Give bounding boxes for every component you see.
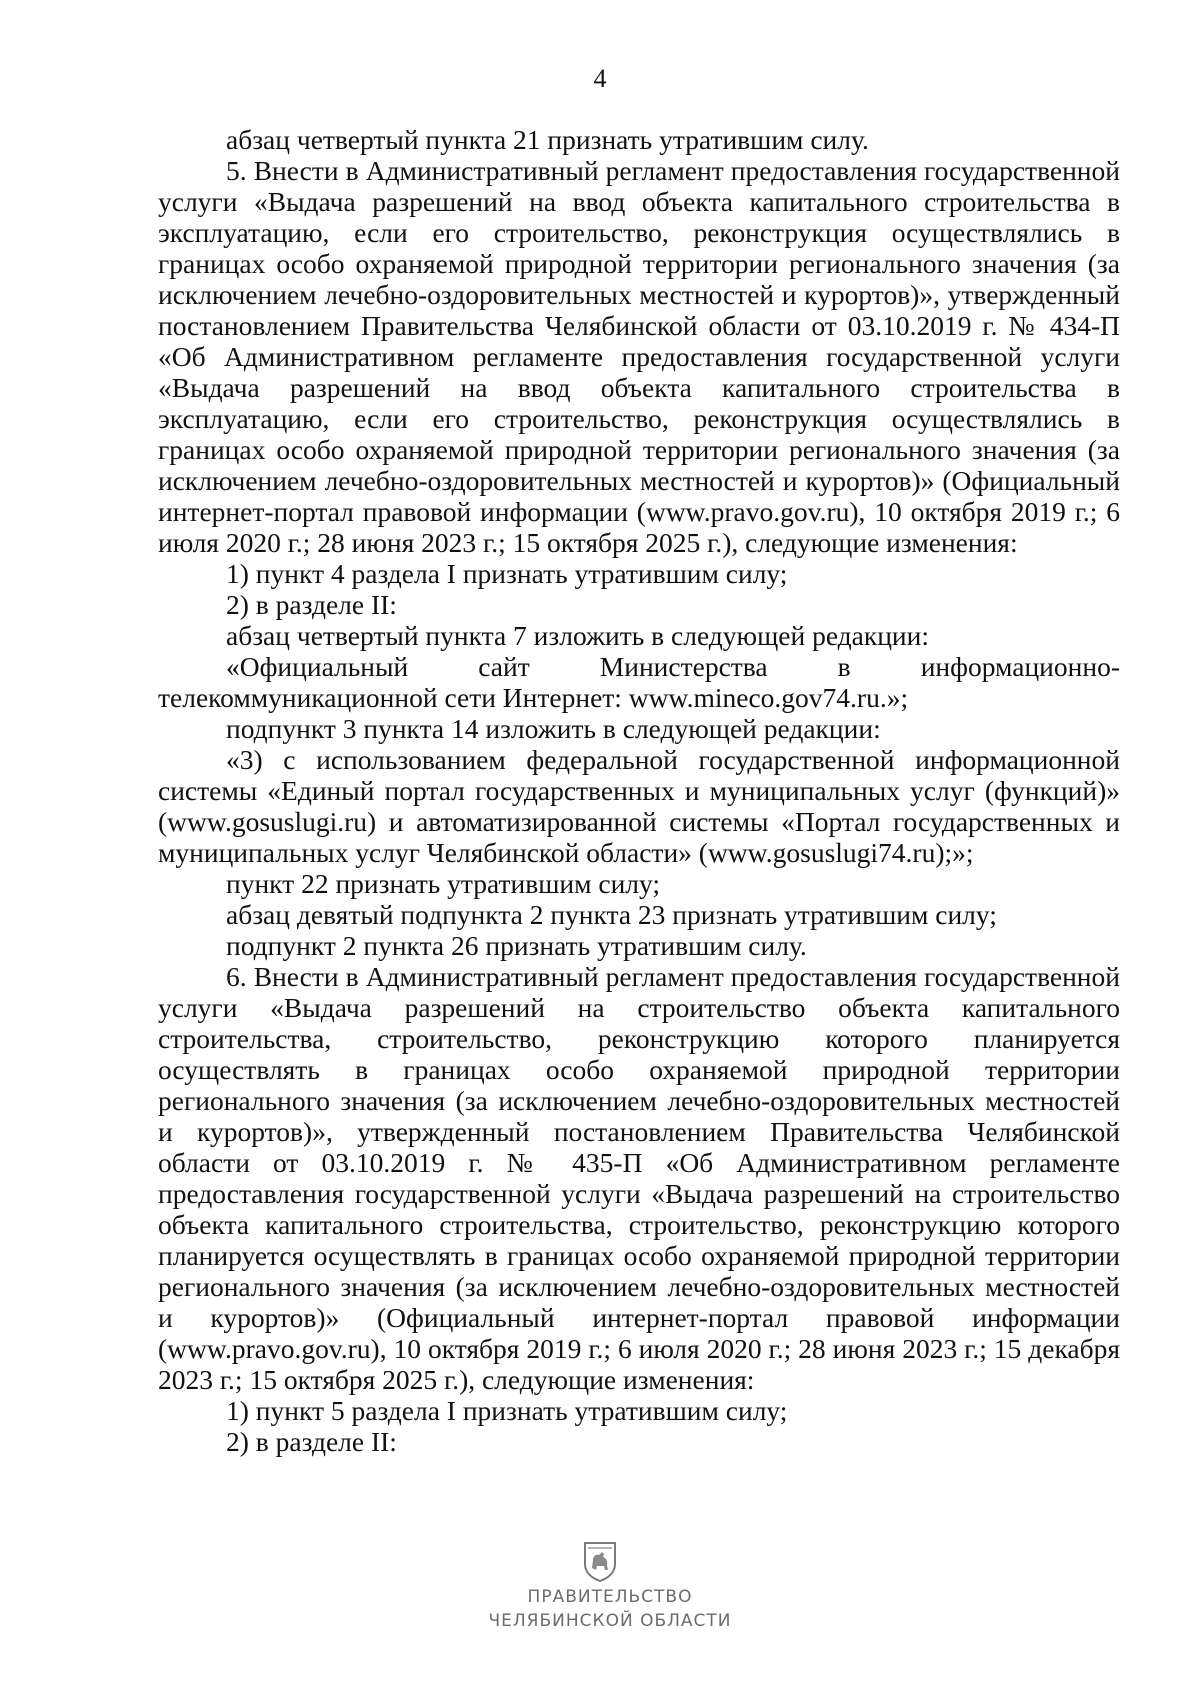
paragraph-7: подпункт 3 пункта 14 изложить в следующей редакции: — [226, 713, 881, 744]
paragraph-8: «3) с использованием федеральной государственной информационной системы «Единый портал государственных и муниципальных услуг (функций)» (www.gosuslugi.ru) и автоматизированной системы «Портал государственных и муниципальных услуг Челябинской области» (www.gosuslugi74.ru);»; — [158, 744, 1120, 868]
coat-of-arms-icon — [582, 1540, 618, 1582]
paragraph-1: абзац четвертый пункта 21 признать утратившим силу. — [226, 124, 869, 155]
document-body — [158, 124, 1120, 1457]
paragraph-11: подпункт 2 пункта 26 признать утратившим силу. — [226, 930, 807, 961]
paragraph-6: «Официальный сайт Министерства в информационно-телекоммуникационной сети Интернет: www.mineco.gov74.ru.»; — [158, 651, 1120, 713]
paragraph-4: 2) в разделе II: — [226, 589, 397, 620]
paragraph-9: пункт 22 признать утратившим силу; — [226, 868, 661, 899]
paragraph-14: 2) в разделе II: — [226, 1426, 397, 1457]
paragraph-13: 1) пункт 5 раздела I признать утратившим силу; — [226, 1395, 788, 1426]
stamp-line-1: ПРАВИТЕЛЬСТВО — [527, 1587, 693, 1607]
paragraph-12: 6. Внести в Административный регламент предоставления государственной услуги «Выдача разрешений на строительство объекта капитального строительства, строительство, реконструкцию которого планируется осуществлять в границах особо охраняемой природной территории регионального значения (за исключением лечебно-оздоровительных местностей и курортов)», утвержденный постановлением Правительства Челябинской области от 03.10.2019 г. № 435-П «Об Административном регламенте предоставления государственной услуги «Выдача разрешений на строительство объекта капитального строительства, строительство, реконструкцию которого планируется осуществлять в границах особо охраняемой природной территории регионального значения (за исключением лечебно-оздоровительных местностей и курортов)» (Официальный интернет-портал правовой информации (www.pravo.gov.ru), 10 октября 2019 г.; 6 июля 2020 г.; 28 июня 2023 г.; 15 декабря 2023 г.; 15 октября 2025 г.), следующие изменения: — [158, 961, 1120, 1395]
stamp-line-2: ЧЕЛЯБИНСКОЙ ОБЛАСТИ — [488, 1611, 732, 1631]
page-number: 4 — [593, 64, 607, 93]
paragraph-2: 5. Внести в Административный регламент предоставления государственной услуги «Выдача разрешений на ввод объекта капитального строительства в эксплуатацию, если его строительство, реконструкция осуществлялись в границах особо охраняемой природной территории регионального значения (за исключением лечебно-оздоровительных местностей и курортов)», утвержденный постановлением Правительства Челябинской области от 03.10.2019 г. № 434-П «Об Административном регламенте предоставления государственной услуги «Выдача разрешений на ввод объекта капитального строительства в эксплуатацию, если его строительство, реконструкция осуществлялись в границах особо охраняемой природной территории регионального значения (за исключением лечебно-оздоровительных местностей и курортов)» (Официальный интернет-портал правовой информации (www.pravo.gov.ru), 10 октября 2019 г.; 6 июля 2020 г.; 28 июня 2023 г.; 15 октября 2025 г.), следующие изменения: — [158, 155, 1120, 558]
paragraph-3: 1) пункт 4 раздела I признать утратившим силу; — [226, 558, 788, 589]
paragraph-10: абзац девятый подпункта 2 пункта 23 признать утратившим силу; — [226, 899, 997, 930]
paragraph-5: абзац четвертый пункта 7 изложить в следующей редакции: — [226, 620, 930, 651]
